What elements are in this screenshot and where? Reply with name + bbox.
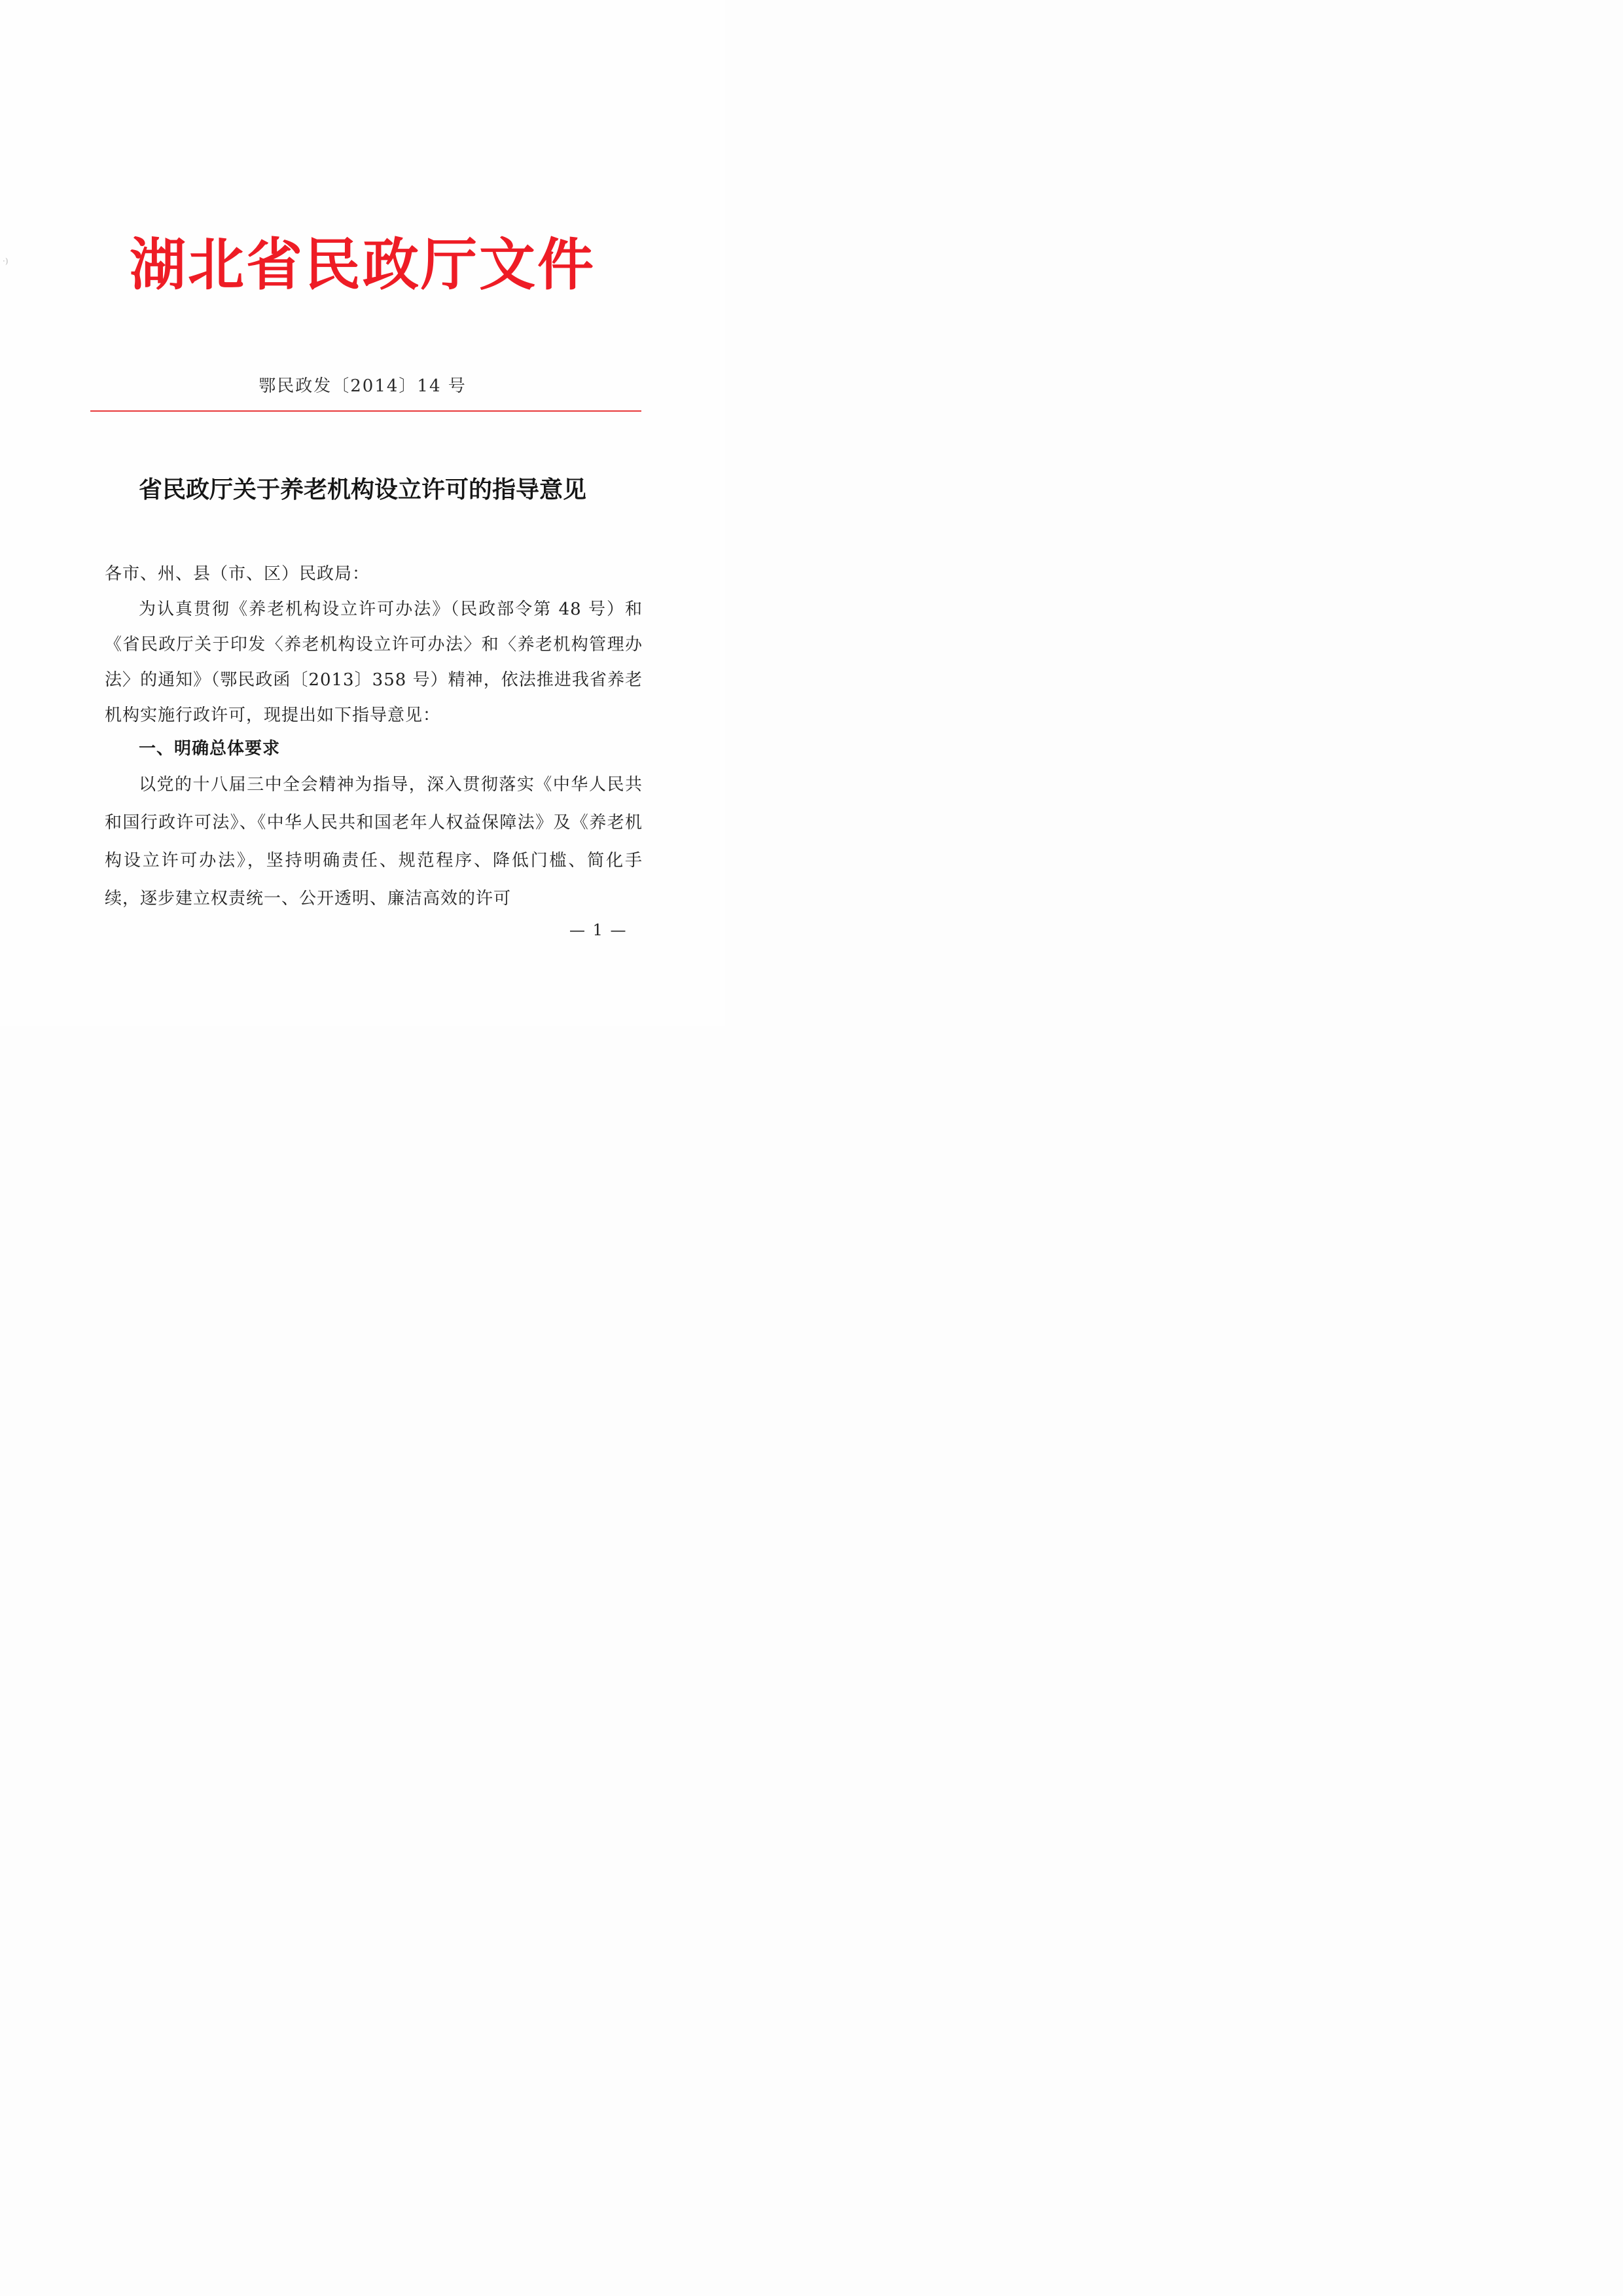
salutation: 各市、州、县（市、区）民政局： <box>105 564 370 584</box>
page-number: — 1 — <box>569 921 628 939</box>
document-number: 鄂民政发〔2014〕14 号 <box>259 376 467 396</box>
section-1-paragraph: 以党的十八届三中全会精神为指导，深入贯彻落实《中华人民共和国行政许可法》、《中华人民共和国老年人权益保障法》及《养老机构设立许可办法》，坚持明确责任、规范程序、降低门槛、简化手续，逐步建立权责统一、公开透明、廉洁高效的许可 <box>105 775 643 908</box>
letterhead-title: 湖北省民政厅文件 <box>130 232 596 298</box>
document-title: 省民政厅关于养老机构设立许可的指导意见 <box>138 476 586 503</box>
scan-artifact-mark: ·) <box>3 257 9 266</box>
document-page <box>0 0 725 1026</box>
red-divider-line <box>90 410 641 412</box>
section-1-heading: 一、明确总体要求 <box>139 739 281 759</box>
intro-paragraph: 为认真贯彻《养老机构设立许可办法》（民政部令第 48 号）和《省民政厅关于印发〈养老机构设立许可办法〉和〈养老机构管理办法〉的通知》（鄂民政函〔2013〕358 号）精神，依法推进我省养老机构实施行政许可，现提出如下指导意见： <box>105 600 643 725</box>
